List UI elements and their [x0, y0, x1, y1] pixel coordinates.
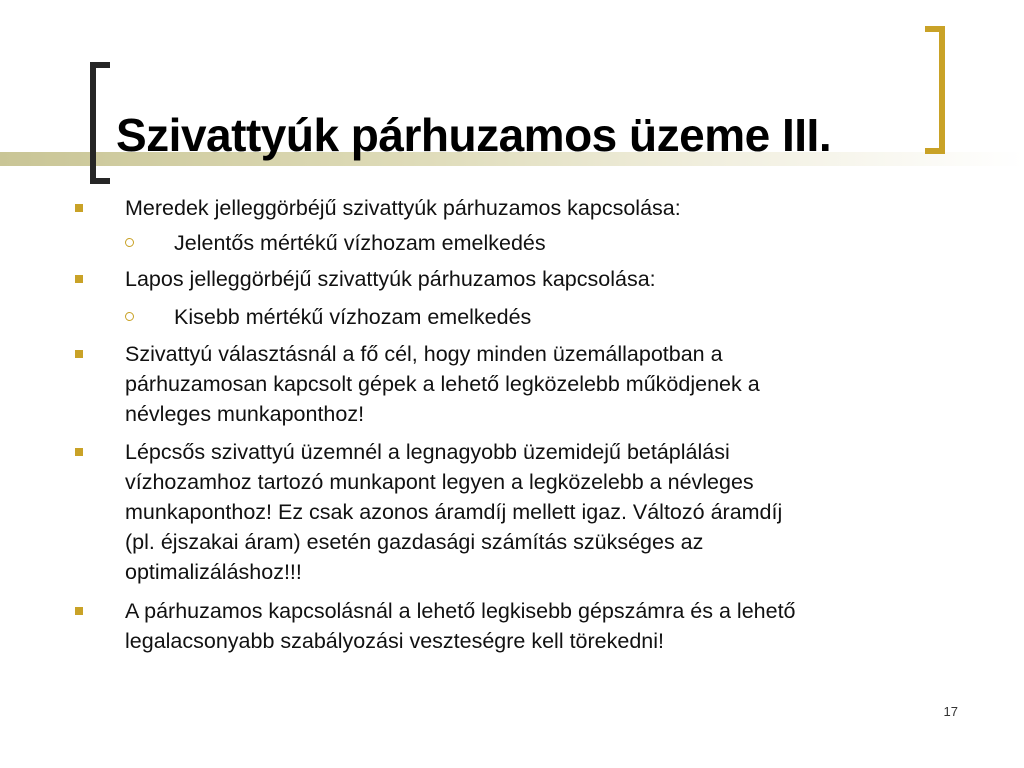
- bullet-text-line: párhuzamosan kapcsolt gépek a lehető legközelebb működjenek a: [125, 372, 760, 396]
- bullet-text-line: A párhuzamos kapcsolásnál a lehető legkisebb gépszámra és a lehető: [125, 599, 796, 623]
- bullet-text-line: Szivattyú választásnál a fő cél, hogy minden üzemállapotban a: [125, 342, 723, 366]
- bullet-text-line: vízhozamhoz tartozó munkapont legyen a legközelebb a névleges: [125, 470, 754, 494]
- sub-bullet-text: Kisebb mértékű vízhozam emelkedés: [174, 305, 532, 329]
- square-bullet-icon: [75, 607, 83, 615]
- slide-title: Szivattyúk párhuzamos üzeme III.: [116, 109, 832, 161]
- sub-bullet-text: Jelentős mértékű vízhozam emelkedés: [174, 231, 546, 255]
- square-bullet-icon: [75, 350, 83, 358]
- circle-bullet-icon: [125, 238, 134, 247]
- square-bullet-icon: [75, 448, 83, 456]
- bullet-text-line: optimalizáláshoz!!!: [125, 560, 302, 584]
- square-bullet-icon: [75, 275, 83, 283]
- circle-bullet-icon: [125, 312, 134, 321]
- bullet-text-line: (pl. éjszakai áram) esetén gazdasági számítás szükséges az: [125, 530, 704, 554]
- bullet-text-line: munkaponthoz! Ez csak azonos áramdíj mellett igaz. Változó áramdíj: [125, 500, 783, 524]
- bullet-text-line: Lépcsős szivattyú üzemnél a legnagyobb üzemidejű betáplálási: [125, 440, 730, 464]
- bullet-text: Lapos jelleggörbéjű szivattyúk párhuzamos kapcsolása:: [125, 267, 656, 291]
- bullet-text-line: legalacsonyabb szabályozási veszteségre kell törekedni!: [125, 629, 665, 653]
- bullet-text: Meredek jelleggörbéjű szivattyúk párhuzamos kapcsolása:: [125, 196, 681, 220]
- page-number: 17: [943, 704, 958, 719]
- bullet-text-line: névleges munkaponthoz!: [125, 402, 365, 426]
- square-bullet-icon: [75, 204, 83, 212]
